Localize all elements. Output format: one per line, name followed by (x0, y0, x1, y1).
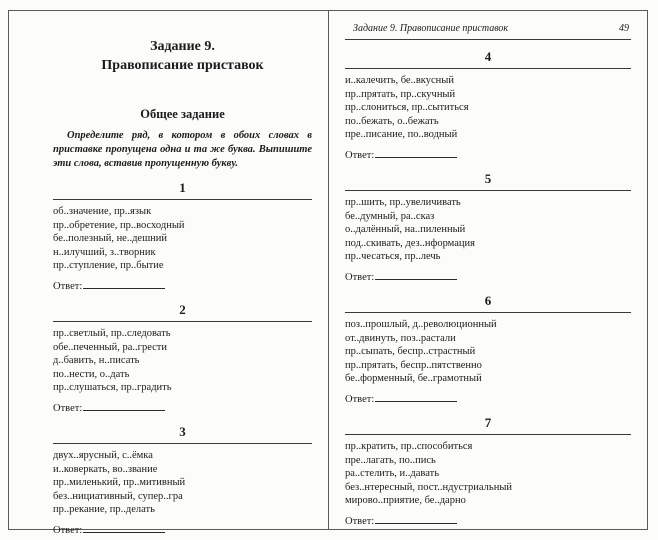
exercise-number: 3 (179, 423, 186, 439)
task-title (53, 37, 312, 75)
exercise-divider (345, 434, 631, 435)
word-row: бе..полезный, не..дешний (53, 233, 168, 245)
word-row: по..бежать, о..бежать (345, 115, 439, 127)
word-row: пр..миленький, пр..митивный (53, 477, 186, 489)
answer-label: Ответ: (345, 149, 375, 161)
word-row: и..коверкать, во..звание (53, 463, 158, 475)
answer-row (345, 513, 631, 528)
word-row: от..двинуть, поз..растали (345, 332, 456, 344)
exercise-divider (53, 199, 312, 200)
word-row: пр..прятать, беспр..пятственно (345, 359, 482, 371)
answer-blank (83, 522, 165, 533)
word-row: пр..кратить, пр..способиться (345, 440, 473, 452)
exercise-number: 7 (484, 414, 492, 430)
exercise-3 (53, 424, 312, 537)
answer-blank (375, 269, 457, 280)
word-row: пре..лагать, по..пись (345, 454, 436, 466)
word-row: мирово..приятие, бе..дарно (345, 495, 466, 507)
exercise-divider (345, 68, 631, 69)
word-row: д..бавить, н..писать (53, 355, 140, 367)
word-row: пр..чесаться, пр..лечь (345, 251, 441, 263)
word-row: пр..ступление, пр..бытие (53, 260, 164, 272)
exercise-divider (53, 321, 312, 322)
page-frame (8, 10, 648, 536)
exercise-number: 1 (179, 180, 186, 195)
answer-label: Ответ: (345, 515, 375, 527)
exercise-divider (345, 312, 631, 313)
word-row: пр..слониться, пр..сытиться (345, 102, 469, 114)
answer-row (53, 278, 312, 293)
running-header-rule (345, 39, 631, 40)
answer-row (345, 269, 631, 284)
exercise-5 (345, 171, 631, 284)
word-row: обе..печенный, ра..грести (53, 341, 167, 353)
word-row: двух..ярусный, с..ёмка (53, 449, 153, 461)
word-row: пр..слушаться, пр..градить (53, 382, 172, 394)
exercise-4 (345, 49, 631, 162)
running-header-title: Задание 9. Правописание приставок (353, 23, 509, 34)
page-number: 49 (619, 23, 629, 34)
word-row: пр..сыпать, беспр..страстный (345, 346, 476, 358)
word-row: н..илучший, з..творник (53, 246, 156, 258)
answer-label: Ответ: (345, 393, 375, 405)
left-page (9, 11, 329, 536)
word-row: без..нициативный, супер..гра (53, 490, 183, 502)
exercise-divider (53, 443, 312, 444)
answer-blank (375, 147, 457, 158)
answer-row (345, 391, 631, 406)
word-row: бе..форменный, бе..грамотный (345, 373, 482, 385)
answer-label: Ответ: (53, 280, 83, 292)
word-row: о..далённый, на..пиленный (345, 224, 466, 236)
answer-blank (83, 400, 165, 411)
exercise-number: 4 (484, 49, 492, 64)
answer-blank (375, 513, 457, 524)
word-row: и..калечить, бе..вкусный (345, 75, 454, 86)
running-header (345, 23, 631, 34)
word-row: об..значение, пр..язык (53, 206, 152, 217)
answer-row (53, 400, 312, 415)
word-row: под..скивать, дез..нформация (345, 237, 475, 249)
exercise-divider (345, 190, 631, 191)
exercise-number: 5 (484, 170, 492, 186)
answer-label: Ответ: (53, 524, 83, 536)
answer-row (53, 522, 312, 537)
word-row: пр..прятать, пр..скучный (345, 88, 456, 100)
answer-blank (83, 278, 165, 289)
right-page (329, 11, 647, 529)
answer-row (345, 147, 631, 162)
task-title-line2: Правописание приставок (101, 58, 264, 73)
task-title-line1: Задание 9. (150, 39, 215, 54)
exercise-1 (53, 180, 312, 293)
exercise-number: 6 (484, 292, 492, 308)
word-row: по..нести, о..дать (53, 368, 130, 380)
word-row: бе..думный, ра..сказ (345, 210, 435, 222)
exercise-6 (345, 293, 631, 406)
word-row: поз..прошлый, д..революционный (345, 318, 497, 330)
section-title: Общее задание (140, 107, 225, 121)
word-row: пр..светлый, пр..следовать (53, 327, 171, 339)
word-row: ра..стелить, и..давать (345, 468, 440, 480)
answer-label: Ответ: (53, 402, 83, 414)
exercise-2 (53, 302, 312, 415)
answer-label: Ответ: (345, 271, 375, 283)
exercise-number: 2 (179, 301, 186, 317)
word-row: пр..шить, пр..увеличивать (345, 196, 461, 208)
word-row: пр..рекание, пр..делать (53, 504, 155, 516)
instructions-paragraph: Определите ряд, в котором в обоих словах в приставке пропущена одна и та же буква. Выпишите эти слова, вставив пропущенную букву. (53, 130, 312, 169)
word-row: пре..писание, по..водный (345, 129, 458, 141)
answer-blank (375, 391, 457, 402)
exercise-7 (345, 415, 631, 528)
word-row: пр..обретение, пр..восходный (53, 219, 185, 231)
word-row: без..нтересный, пост..ндустриальный (345, 481, 513, 493)
